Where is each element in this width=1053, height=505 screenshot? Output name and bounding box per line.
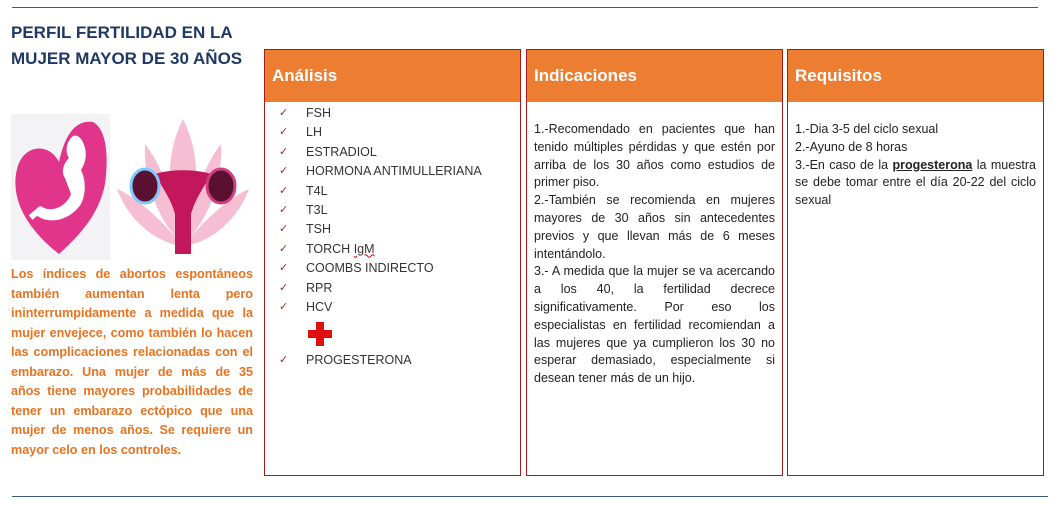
indicacion-paragraph: 2.-También se recomienda en mujeres mayores de 30 años sin antecedentes previos y que llevan más de 6 meses intentándolo.: [534, 193, 775, 261]
requisitos-body: [788, 102, 1043, 210]
requisito-line: 2.-Ayuno de 8 horas: [795, 139, 908, 154]
requisito-line: 3.-En caso de la progesterona la muestra se debe tomar entre el día 20-22 del ciclo sexual: [795, 157, 1040, 208]
list-item: ✓ LH: [279, 123, 520, 142]
analisis-card: [264, 49, 521, 476]
list-item: ✓ HCV: [279, 298, 520, 317]
check-icon: ✓: [279, 184, 289, 197]
indicaciones-body: [527, 102, 782, 388]
top-rule: [12, 7, 1038, 8]
check-icon: ✓: [279, 242, 289, 255]
list-item: ✓ T3L: [279, 201, 520, 220]
check-icon: ✓: [279, 281, 289, 294]
woman-heart-dumbbell-icon: [11, 114, 110, 260]
list-item: ✓ PROGESTERONA: [279, 351, 520, 370]
list-item: ✓ ESTRADIOL: [279, 143, 520, 162]
progesterona-emphasis: progesterona: [892, 157, 973, 172]
check-icon: ✓: [279, 223, 289, 236]
list-item: ✓ COOMBS INDIRECTO: [279, 259, 520, 278]
description-text: Los índices de abortos espontáneos también aumentan lenta pero ininterrumpidamente a medida que la mujer envejece, como también lo hacen las complicaciones relacionadas con el embarazo. Una mujer de más de 35 años tiene mayores probabilidades de tener un embarazo ectópico que una mujer de menos años. Se requiere un mayor celo en los controles.: [11, 267, 253, 457]
check-icon: ✓: [279, 300, 289, 313]
list-item: ✓ TORCH IgM: [279, 240, 520, 259]
list-item: ✓ RPR: [279, 279, 520, 298]
requisitos-header: Requisitos: [788, 50, 1043, 102]
check-icon: ✓: [279, 126, 289, 139]
list-item: ✓ HORMONA ANTIMULLERIANA: [279, 162, 520, 181]
page-title: PERFIL FERTILIDAD EN LA MUJER MAYOR DE 30 AÑOS: [11, 23, 243, 68]
check-icon: ✓: [279, 107, 289, 119]
illustrations: [11, 114, 251, 262]
red-cross-icon: [279, 317, 520, 351]
check-icon: ✓: [279, 354, 289, 367]
list-item: ✓ FSH: [279, 104, 520, 123]
analisis-list: [265, 102, 520, 371]
requisitos-card: [787, 49, 1044, 476]
check-icon: ✓: [279, 203, 289, 216]
list-item: ✓ TSH: [279, 220, 520, 239]
bottom-rule: [12, 496, 1048, 497]
list-item: ✓ T4L: [279, 182, 520, 201]
analisis-header: Análisis: [265, 50, 520, 102]
indicacion-paragraph: 3.- A medida que la mujer se va acercando a los 40, la fertilidad decrece significativamente. Por eso los especialistas en fertilidad recomiendan a las mujeres que ya cumplieron los 30 no esperar demasiado, especialmente si desean tener más de un hijo.: [534, 264, 775, 386]
check-icon: ✓: [279, 165, 289, 178]
check-icon: ✓: [279, 262, 289, 275]
indicaciones-card: [526, 49, 783, 476]
indicacion-paragraph: 1.-Recomendado en pacientes que han tenido múltiples pérdidas y que estén por arriba de los 30 años como estudios de primer piso.: [534, 122, 775, 190]
uterus-lotus-icon: [115, 114, 251, 260]
check-icon: ✓: [279, 145, 289, 158]
requisito-line: 1.-Dia 3-5 del ciclo sexual: [795, 122, 939, 136]
indicaciones-header: Indicaciones: [527, 50, 782, 102]
